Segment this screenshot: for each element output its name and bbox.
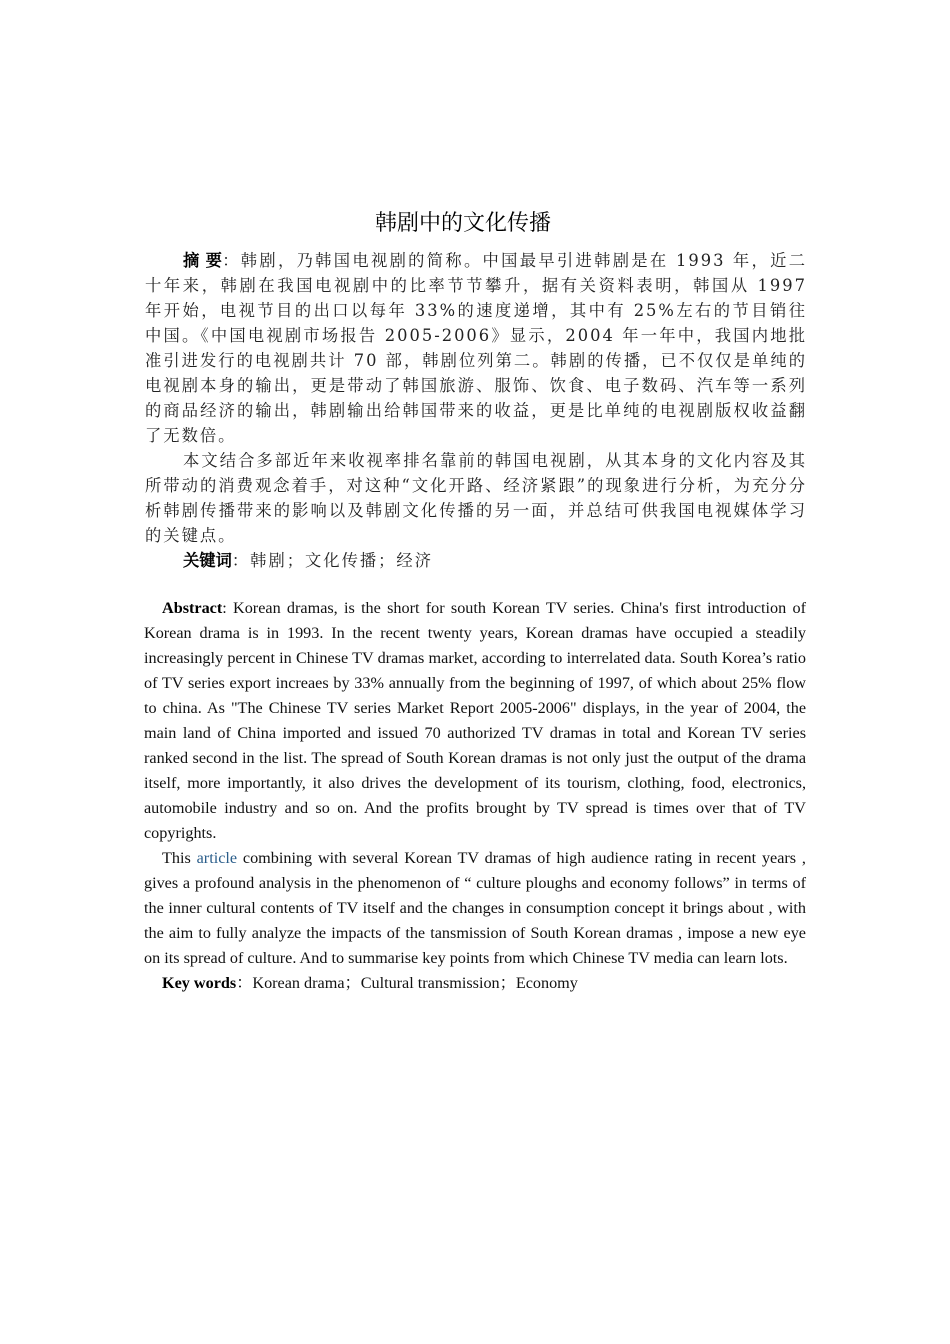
- en-keywords-text: ：Korean drama；Cultural transmission；Economy: [236, 974, 578, 992]
- page-title: 韩剧中的文化传播: [374, 211, 551, 236]
- cn-abstract-label: 摘 要: [183, 251, 223, 270]
- en-abstract-text-1: : Korean dramas, is the short for south Korean TV series. China's first introduction of Korean drama is in 1993. In the recent twenty years, Korean dramas have occupied a steadily increasingly percent in Chinese TV dramas market, according to interrelated data. South Korea’s ratio of TV series export increaes by 33% annually from the beginning of 1997, of which about 25% flow to china. As "The Chinese TV series Market Report 2005-2006" displays, in the year of 2004, the main land of China imported and issued 70 authorized TV dramas in total and Korean TV series ranked second in the list. The spread of South Korean dramas is not only just the output of the drama itself, more importantly, it also drives the development of its tourism, clothing, food, electronics, automobile industry and so on. And the profits brought by TV spread is times over that of TV copyrights.: [144, 599, 806, 842]
- cn-keywords: [145, 548, 807, 573]
- cn-keywords-label: 关键词: [183, 551, 232, 570]
- en-abstract-text-2-rest: combining with several Korean TV dramas of high audience rating in recent years , gives a profound analysis in the phenomenon of “ culture ploughs and economy follows” in terms of the inner cultural contents of TV itself and the changes in consumption concept it brings about , with the aim to fully analyze the impacts of the tansmission of South Korean dramas , impose a new eye on its spread of culture. And to summarise key points from which Chinese TV media can learn lots.: [144, 849, 806, 967]
- cn-abstract-colon: ：: [222, 251, 241, 270]
- cn-abstract-text-1: 韩剧，乃韩国电视剧的简称。中国最早引进韩剧是在 1993 年，近二十年来，韩剧在我国电视剧中的比率节节攀升，据有关资料表明，韩国从 1997 年开始，电视节目的出口以每年 33%的速度递增，其中有 25%左右的节目销往中国。《中国电视剧市场报告 2005-2006》显示，2004 年一年中，我国内地批准引进发行的电视剧共计 70 部，韩剧位列第二。韩剧的传播，已不仅仅是单纯的电视剧本身的输出，更是带动了韩国旅游、服饰、饮食、电子数码、汽车等一系列的商品经济的输出，韩剧输出给韩国带来的收益，更是比单纯的电视剧版权收益翻了无数倍。: [145, 251, 807, 445]
- en-abstract-paragraph-2: [144, 846, 806, 971]
- article-link[interactable]: article: [196, 849, 238, 867]
- english-abstract: [144, 596, 806, 996]
- en-abstract-label: Abstract: [162, 599, 223, 617]
- en-abstract-paragraph-1: [144, 596, 806, 846]
- en-keywords: [144, 971, 806, 996]
- cn-keywords-text: 韩剧；文化传播；经济: [250, 551, 433, 570]
- cn-keywords-colon: ：: [231, 551, 251, 570]
- en-abstract-text-2-start: This: [162, 849, 197, 867]
- chinese-abstract: [145, 248, 807, 573]
- cn-abstract-paragraph-1: [145, 248, 807, 448]
- en-keywords-label: Key words: [162, 974, 237, 992]
- cn-abstract-paragraph-2: 本文结合多部近年来收视率排名靠前的韩国电视剧，从其本身的文化内容及其所带动的消费观念着手，对这种“文化开路、经济紧跟”的现象进行分析，为充分分析韩剧传播带来的影响以及韩剧文化传播的另一面，并总结可供我国电视媒体学习的关键点。: [145, 451, 807, 545]
